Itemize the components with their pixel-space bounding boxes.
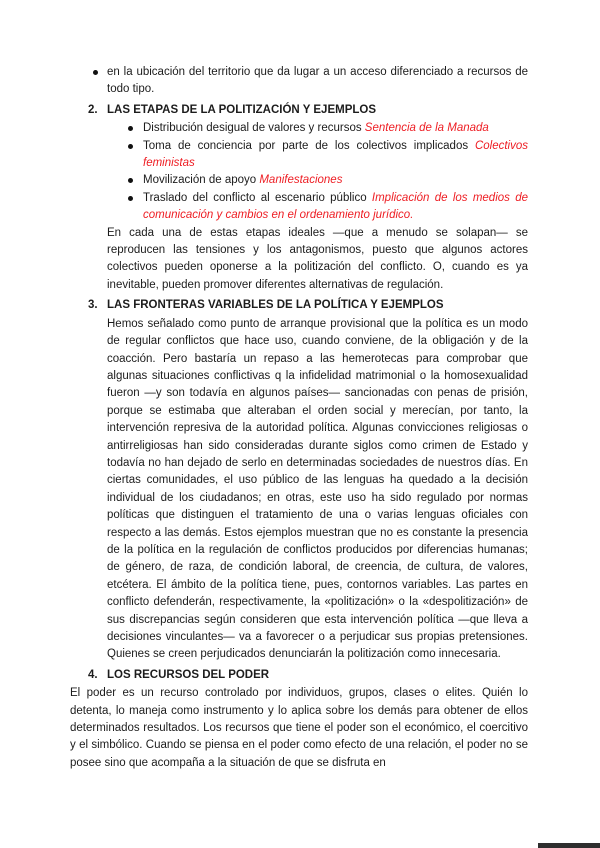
bullet-main-text: Distribución desigual de valores y recursos <box>143 122 365 135</box>
bullet-item <box>128 120 528 137</box>
bullet-text <box>143 138 528 173</box>
bullet-text: en la ubicación del territorio que da lugar a un acceso diferenciado a recursos de todo tipo. <box>107 66 528 96</box>
paragraph-section-2: En cada una de estas etapas ideales —que a menudo se solapan— se reproducen las tensiones y los antagonismos, puesto que algunos actores colectivos pueden oponerse a la politización del conflicto. O, cuando es ya inevitable, pueden promover diferentes alternativas de regulación. <box>107 226 528 291</box>
bullet-main-text: Toma de conciencia por parte de los colectivos implicados <box>143 139 475 152</box>
bullet-main-text: Traslado del conflicto al escenario público <box>143 191 372 204</box>
bullet-text <box>143 172 528 189</box>
example-text: Manifestaciones <box>259 174 343 187</box>
section-title: LAS ETAPAS DE LA POLITIZACIÓN Y EJEMPLOS <box>107 103 377 116</box>
section-heading-3 <box>88 297 528 314</box>
page-corner-artifact <box>538 843 600 848</box>
section-title: LAS FRONTERAS VARIABLES DE LA POLÍTICA Y EJEMPLOS <box>107 299 444 312</box>
bullet-item <box>128 172 528 189</box>
bullet-dot <box>128 178 133 183</box>
example-text: Implicación de los medios de comunicación y cambios en el ordenamiento jurídico. <box>143 191 528 222</box>
section-heading-2 <box>88 102 528 119</box>
paragraph-section-3: Hemos señalado como punto de arranque provisional que la política es un modo de regular conflictos que hace uso, cuando conviene, de la obligación y de la coacción. Pero bastaría un repaso a las hemerotecas para comprobar que algunas situaciones conflictivas q la infidelidad matrimonial o la homosexualidad fueron —y son todavía en algunos países— sancionadas con penas de prisión, porque se estimaba que alteraban el orden social y merecían, por tanto, la intervención represiva de la autoridad política. Algunas convicciones religiosas o antirreligiosas han sido consideradas durante siglos como crimen de Estado y todavía no han dejado de serlo en determinadas sociedades de nuestros días. En ciertas comunidades, el uso público de las lenguas ha quedado a la decisión individual de los ciudadanos; en otras, este uso ha sido regulado por normas políticas que distinguen el tratamiento de una o varias lenguas oficiales con respecto a las demás. Estos ejemplos muestran que no es constante la presencia de la política en la regulación de conflictos producidos por diferencias humanas; de género, de raza, de condición laboral, de creencia, de cultura, de valores, etcétera. El ámbito de la política tiene, pues, contornos variables. Las partes en conflicto defenderán, respectivamente, la «politización» o la «despolitización» de sus discrepancias según consideren que esta intervención política —que lleva a decisiones vinculantes— va a favorecer o a perjudicar sus propias pretensiones. Quienes se creen perjudicados denunciarán la politización como innecesaria. <box>107 317 528 661</box>
bullet-dot <box>93 70 98 75</box>
bullet-text <box>143 190 528 225</box>
bullet-item <box>128 138 528 173</box>
example-text: Sentencia de la Manada <box>364 122 489 135</box>
section-heading-4 <box>88 667 528 684</box>
example-text: Colectivos feministas <box>143 139 528 170</box>
section-title: LOS RECURSOS DEL PODER <box>107 668 270 681</box>
bullet-dot <box>128 144 133 149</box>
bullet-item-intro <box>93 64 528 99</box>
bullet-dot <box>128 196 133 201</box>
bullet-text <box>143 120 528 137</box>
section-number: 2. <box>88 103 98 116</box>
paragraph-section-4: El poder es un recurso controlado por individuos, grupos, clases o elites. Quién lo detenta, lo maneja como instrumento y lo aplica sobre los demás para obtener de ellos determinados resultados. Los recursos que tiene el poder son el económico, el coercitivo y el simbólico. Cuando se piensa en el poder como efecto de una relación, el poder no se posee sino que acompaña a la situación de que se disfruta en <box>70 687 528 769</box>
bullet-item <box>128 190 528 225</box>
bullet-main-text: Movilización de apoyo <box>143 174 260 187</box>
section-number: 4. <box>88 668 98 681</box>
section-number: 3. <box>88 299 98 312</box>
bullet-dot <box>128 126 133 131</box>
